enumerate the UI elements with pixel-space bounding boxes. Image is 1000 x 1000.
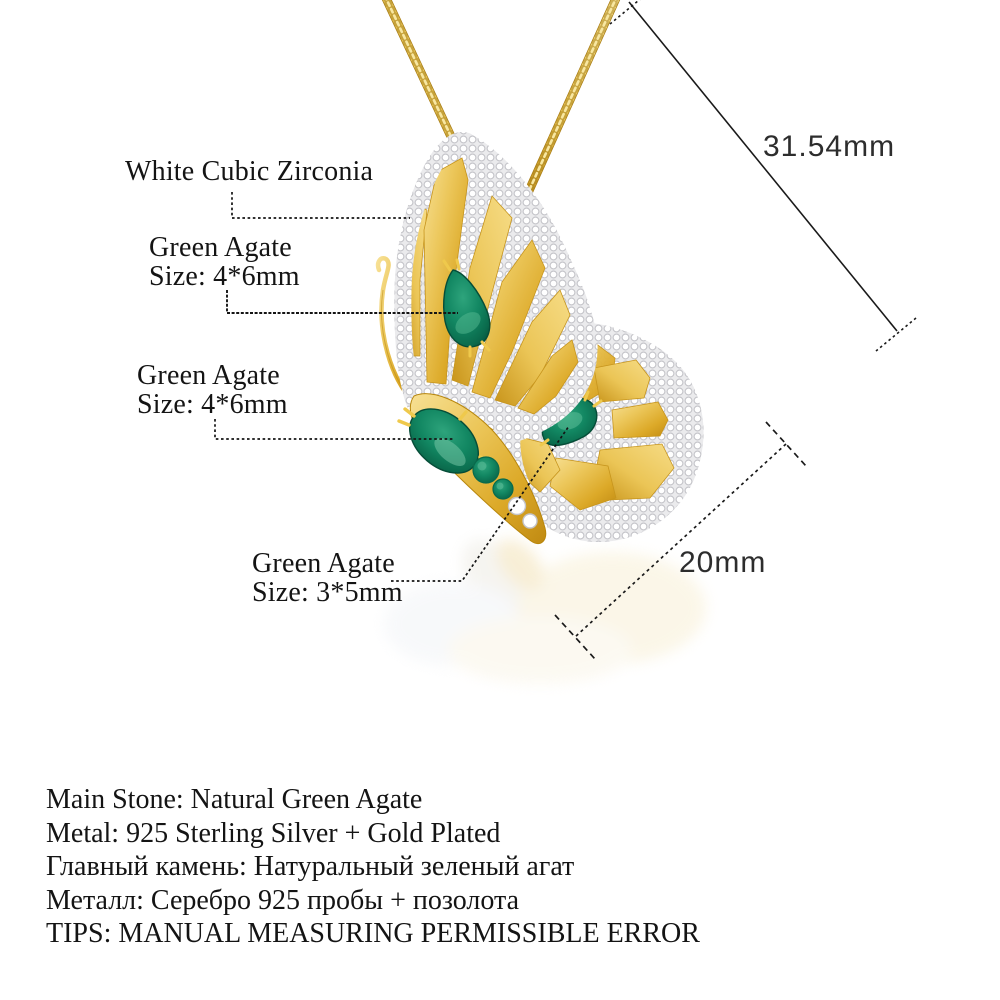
measurement-line-31-54mm [610,0,916,351]
specs-block [46,783,700,951]
green-agate-small [473,457,499,483]
green-agate-small [493,479,513,499]
callout-line-white-cubic-zirconia [232,192,410,218]
spec-line-main-stone-ru: Главный камень: Натуральный зеленый агат [46,851,575,882]
spec-line-metal: Metal: 925 Sterling Silver + Gold Plated [46,817,501,849]
callout-label: Green Agate [137,360,280,391]
spec-line-main-stone: Main Stone: Natural Green Agate [46,784,423,815]
callout-label: Green Agate [149,232,292,263]
callout-label: Green Agate [252,548,395,579]
callout-size: Size: 4*6mm [149,261,300,292]
pendant-reflection [384,524,706,684]
chain-right-strand [518,0,617,215]
cz-stone [523,514,537,528]
measurement-label-20mm: 20mm [679,546,767,579]
spec-line-metal-ru: Металл: Серебро 925 пробы + позолота [46,884,520,916]
spec-line-tips: TIPS: MANUAL MEASURING PERMISSIBLE ERROR [46,918,700,949]
callout-label: White Cubic Zirconia [125,156,374,187]
callout-green-agate-3 [252,549,403,607]
callout-green-agate-1 [149,233,300,291]
callout-white-cubic-zirconia [125,157,373,186]
butterfly-pendant [378,140,695,543]
measurement-label-31-54mm: 31.54mm [763,130,896,163]
callout-green-agate-2 [137,361,288,419]
callout-size: Size: 3*5mm [252,577,403,608]
callout-size: Size: 4*6mm [137,389,288,420]
